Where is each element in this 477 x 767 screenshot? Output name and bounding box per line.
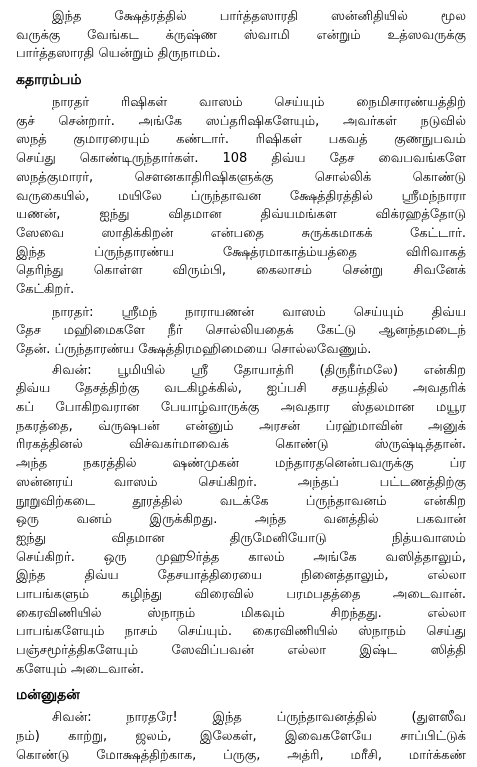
text-line: பஞ்சமூர்த்திகளேயும் ஸேவிப்பவன் எல்லா இஷ்ட ஸித்தி (16, 643, 466, 658)
text-line: ஸேவை ஸாதிக்கிறன் என்பதை சுருக்கமாகக் கேட்டார். (16, 225, 466, 241)
text-line: பாபங்களேயும் நாசம் செய்யும். கைரவிணியில் ஸ்நாநம் செய்து (16, 624, 466, 640)
text-line: தெரிந்து கொள்ள விரும்பி, கைலாசம் சென்று சிவனேக் (16, 263, 466, 279)
text-line: ஸநத் குமாரரையும் கண்டார். ரிஷிகள் பகவத் குணநுபவம் (16, 132, 466, 148)
paragraph-narada-visit (16, 94, 466, 300)
text-line: கேட்கிறர். (16, 281, 75, 297)
text-line: ஸன்னரய் வாஸம் செய்கிறர். அந்தப் பட்டணத்திற்கு (16, 474, 466, 490)
text-line: ஒரு வனம் இருக்கிறது. அந்த வனத்தில் பகவான் (16, 512, 466, 528)
text-line: இந்த க்ஷேத்ரத்தில் பார்த்தஸாரதி ஸன்னிதியில் மூல (52, 9, 466, 24)
text-line: குச் சென்றார். அங்கே ஸப்தரிஷிகளேயும், அவர்கள் நடுவில் (16, 113, 466, 129)
text-line: நம்) காற்று, ஜலம், இலேகள், இவைகளேயே சாப்பிட்டுக் (16, 729, 466, 745)
text-line: தேன். ப்ருந்தாரண்ய க்ஷேத்திரமஹிமையை சொல்லவேணும். (16, 342, 372, 357)
text-line: நாரதர் ரிஷிகள் வாஸம் செய்யும் நைமிசாரண்யத்திற் (52, 95, 466, 111)
section-heading-katharambam: கதாரம்பம் (16, 72, 82, 89)
text-line: தேச மஹிமைகளே நீர் சொல்லியதைக் கேட்டு ஆனந்தமடைந் (16, 323, 466, 339)
text-line: செய்கிறர். ஒரு முஹூர்த்த காலம் அங்கே வஸித்தாலும், (16, 549, 466, 565)
paragraph-narada-request (16, 304, 466, 360)
text-line: கப் போகிறவரான பேயாழ்வாருக்கு அவதார ஸ்தலமான மயூர (16, 400, 466, 416)
text-line: அந்த நகரத்தில் ஷண்முகன் மந்தாரதனென்பவருக்கு ப்ர (16, 456, 466, 472)
text-line: இந்த திவ்ய தேசயாத்திரையை நினைத்தாலும், எல்லா (16, 568, 466, 584)
text-line: சிவன்: நாரதரே! இந்த ப்ருந்தாவனத்தில் (துளஸீவ (52, 710, 466, 726)
text-line: ஸநத்குமாரர், சௌனகாதிரிஷிகளுக்கு சொல்லிக் கொண்டு (16, 169, 466, 185)
paragraph-shiva-reply (16, 362, 466, 680)
text-line: களேயும் அடைவான். (16, 661, 145, 677)
text-line: பாபங்களும் கழிந்து விரைவில் பரமபதத்தை அடைவான். (16, 586, 466, 602)
text-line: நாரதர்: ஸ்ரீமந் நாராயணன் வாஸம் செய்யும் திவ்ய (52, 304, 466, 320)
document-page (16, 8, 466, 767)
text-line: ஐந்து விதமான திருமேனியோடு நித்யவாஸம் (16, 530, 466, 546)
text-line: திவ்ய தேசத்திற்கு வடகிழக்கில், ஐப்பசி சதயத்தில் அவதரிக் (16, 381, 466, 397)
text-line: கொண்டு மோக்ஷத்திற்காக, ப்ருகு, அத்ரி, மரீசி, மார்க்கண் (16, 747, 466, 763)
intro-paragraph (16, 8, 466, 64)
text-line: பார்த்தஸாரதி யென்றும் திருநாமம். (16, 46, 221, 62)
paragraph-shiva-brindavan (16, 709, 466, 765)
text-line: சிவன்: பூமியில் ஸ்ரீ தோயாத்ரி (திருநீர்மலே) என்கிற (52, 362, 466, 378)
text-line: செய்து கொண்டிருந்தார்கள். 108 திவ்ய தேச வைபவங்களே (16, 151, 466, 167)
section-heading-mannuthan: மன்னுதன் (16, 687, 80, 704)
text-line: ரிரகத்தினல் விச்வகர்மாவைக் கொண்டு ஸ்ருஷ்டித்தான். (16, 437, 466, 453)
text-line: யணன், ஐந்து விதமான திவ்யமங்கள விக்ரஹத்தோடு (16, 207, 466, 223)
text-line: நூறுவிற்கடை தூரத்தில் வடக்கே ப்ருந்தாவனம் என்கிற (16, 493, 466, 509)
text-line: கைரவிணியில் ஸ்நாநம் மிகவும் சிறந்தது. எல்லா (16, 605, 466, 621)
text-line: நகரத்தை, வ்ருஷபன் என்னும் அரசன் ப்ரஹ்மாவின் அனுக் (16, 418, 466, 434)
text-line: வருகையில், மயிலே ப்ருந்தாவன க்ஷேத்திரத்தில் ஸ்ரீமந்நாரா (16, 188, 466, 204)
text-line: வருக்கு வேங்கட க்ருஷ்ண ஸ்வாமி என்றும் உத்ஸவருக்கு (16, 27, 466, 43)
text-line: இந்த ப்ருந்தாரண்ய க்ஷேத்ரமாகாத்ம்யத்தை விரிவாகத் (16, 244, 466, 260)
